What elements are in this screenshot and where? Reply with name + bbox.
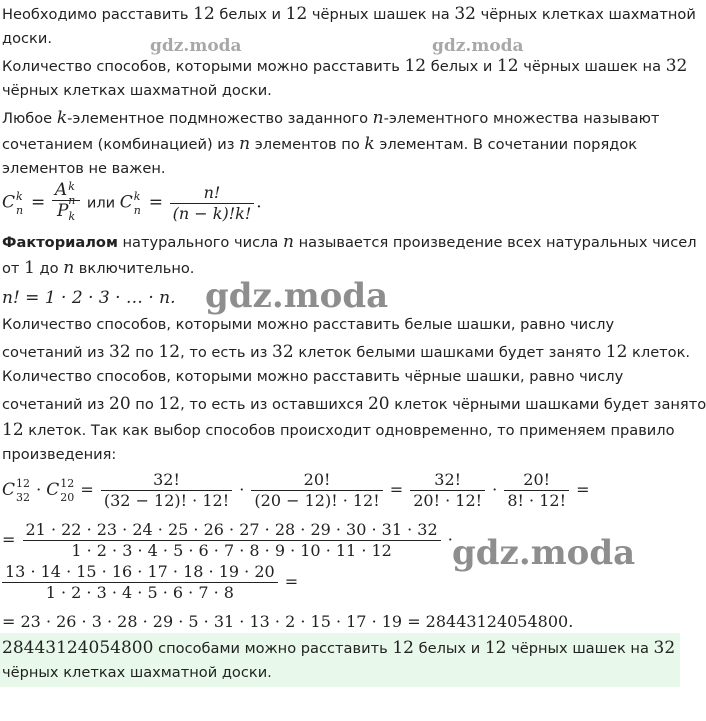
paragraph-black-line-4: произведения: [2,446,117,463]
answer-line-1: 28443124054800 способами можно расставить 12 белых и 12 чёрных шашек на 32 [2,638,676,658]
watermark-logo: gdz.moda [150,36,242,56]
formula-factorial: n! = 1 · 2 · 3 · … · n. [2,288,176,308]
fraction-20-simplified: $\frac{20!}{8! \cdot 12!}$ [504,470,569,511]
fraction-expanded-second: $\frac{13 \cdot 14 \cdot 15 \cdot 16 \cdot 17 \cdot 18 \cdot 19 \cdot 20}{1 \cdot 2 \cdot 3 \cdot 4 \cdot 5 \cdot 6 \cdot 7 \cdot 8}$ [2,562,278,603]
formula-expanded-first: = $\frac{21 \cdot 22 \cdot 23 \cdot 24 \cdot 25 \cdot 26 \cdot 27 \cdot 28 \cdot 29 \cdot 30 \cdot 31 \cdot 32}{1 \cdot 2 \cdot 3 \cdot 4 \cdot 5 \cdot 6 \cdot 7 \cdot 8 \cdot 9 \cdot 10 \cdot 11 \cdot 12}$ · [2,520,453,560]
paragraph-task-line-2: доски. [2,30,52,47]
paragraph-factorial-line-2: от 1 до n включительно. [2,258,195,278]
fraction-a-over-p: A k n $P_k$ [52,180,80,227]
paragraph-count-line-1: Количество способов, которыми можно расставить 12 белых и 12 чёрных шашек на 32 [2,56,688,76]
watermark-logo: gdz.moda [452,533,636,573]
fraction-20-choose: $\frac{20!}{(20 - 12)! \cdot 12!}$ [251,470,382,511]
watermark-logo: gdz.moda [205,276,389,316]
paragraph-definition-line-2: сочетанием (комбинацией) из n элементов по k элементам. В сочетании порядок [2,134,638,154]
watermark-logo: gdz.moda [432,36,524,56]
paragraph-black-line-1: Количество способов, которыми можно расставить чёрные шашки, равно числу [2,368,624,385]
formula-product-combinations: C 12 32 · C 12 20 = $\frac{32!}{(32 - 12)! \cdot 12!}$ · $\frac{20!}{(20 - 12)! \cdot 12!}$ = $\frac{32!}{20! \cdot 12!}$ · $\frac{20!}{8! \cdot 12!}$ = [2,470,590,510]
paragraph-definition-line-1: Любое k-элементное подмножество заданного n-элементного множества называют [2,108,660,128]
fraction-expanded-first: $\frac{21 \cdot 22 \cdot 23 \cdot 24 \cdot 25 \cdot 26 \cdot 27 \cdot 28 \cdot 29 \cdot 30 \cdot 31 \cdot 32}{1 \cdot 2 \cdot 3 \cdot 4 \cdot 5 \cdot 6 \cdot 7 \cdot 8 \cdot 9 \cdot 10 \cdot 11 \cdot 12}$ [23,520,441,561]
paragraph-black-line-3: 12 клеток. Так как выбор способов происходит одновременно, то применяем правило [2,420,675,440]
paragraph-factorial-line-1: Факториалом натурального числа n называется произведение всех натуральных чисел [2,232,697,252]
paragraph-count-line-2: чёрных клетках шахматной доски. [2,82,272,99]
fraction-factorial: $\frac{n!}{(n - k)!k!}$ [170,183,255,224]
formula-expanded-second: $\frac{13 \cdot 14 \cdot 15 \cdot 16 \cdot 17 \cdot 18 \cdot 19 \cdot 20}{1 \cdot 2 \cdot 3 \cdot 4 \cdot 5 \cdot 6 \cdot 7 \cdot 8}$ = [2,562,298,603]
paragraph-white-line-2: сочетаний из 32 по 12, то есть из 32 клеток белыми шашками будет занято 12 клеток. [2,342,691,362]
paragraph-black-line-2: сочетаний из 20 по 12, то есть из оставшихся 20 клеток чёрными шашками будет занято [2,394,706,414]
fraction-32-choose: $\frac{32!}{(32 - 12)! \cdot 12!}$ [101,470,232,511]
answer-line-2: чёрных клетках шахматной доски. [2,664,272,681]
paragraph-definition-line-3: элементов не важен. [2,160,166,177]
paragraph-task-line-1: Необходимо расставить 12 белых и 12 чёрных шашек на 32 чёрных клетках шахматной [2,4,696,24]
fraction-32-simplified: $\frac{32!}{20! \cdot 12!}$ [410,470,485,511]
formula-result: = 23 · 26 · 3 · 28 · 29 · 5 · 31 · 13 · 2 · 15 · 17 · 19 = 28443124054800. [2,612,574,631]
formula-combination: C k n = A k n $P_k$ или C k n = $\frac{n!}{(n - k)!k!}$ . [2,180,262,227]
paragraph-white-line-1: Количество способов, которыми можно расставить белые шашки, равно числу [2,316,615,333]
